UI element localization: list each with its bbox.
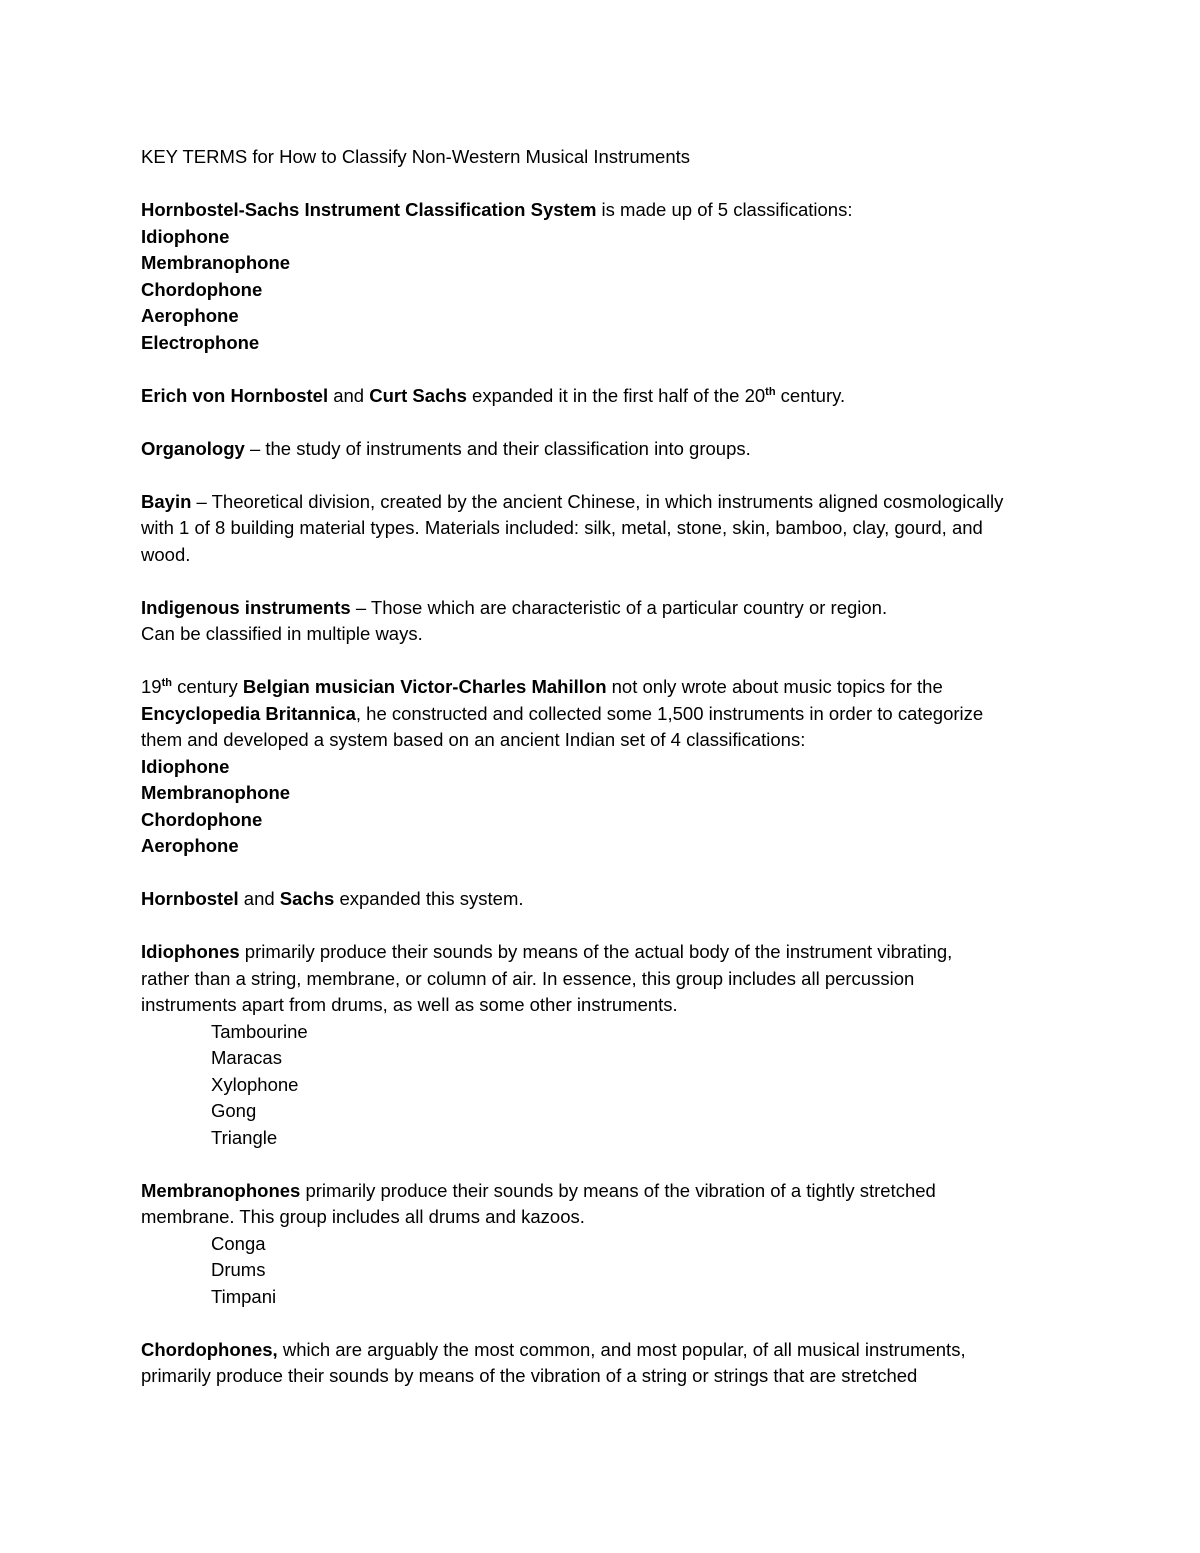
mahillon-line: them and developed a system based on an ancient Indian set of 4 classifications: bbox=[141, 729, 806, 750]
mahillon-item: Aerophone bbox=[141, 835, 239, 856]
membranophones-line: membrane. This group includes all drums and kazoos. bbox=[141, 1206, 585, 1227]
membranophone-example: Drums bbox=[211, 1259, 266, 1280]
idiophone-example: Gong bbox=[211, 1100, 257, 1121]
mahillon-item: Chordophone bbox=[141, 808, 263, 830]
idiophone-example: Tambourine bbox=[211, 1020, 308, 1042]
idiophones-paragraph: Idiophones primarily produce their sounds by means of the actual body of the instrument vibrating, bbox=[141, 941, 953, 962]
document-title: KEY TERMS for How to Classify Non-Western Musical Instruments bbox=[141, 146, 691, 167]
mahillon-item: Membranophone bbox=[141, 782, 291, 803]
membranophones-paragraph: Membranophones primarily produce their sounds by means of the vibration of a tightly stretched bbox=[141, 1179, 936, 1201]
organology-definition: Organology – the study of instruments and their classification into groups. bbox=[141, 437, 751, 459]
hs-item: Aerophone bbox=[141, 305, 239, 326]
chordophones-paragraph: Chordophones, which are arguably the most common, and most popular, of all musical instruments, bbox=[141, 1338, 966, 1360]
hs-intro: Hornbostel-Sachs Instrument Classification System is made up of 5 classifications: bbox=[141, 199, 853, 220]
hs-item: Idiophone bbox=[141, 225, 230, 247]
hs-item: Chordophone bbox=[141, 278, 263, 300]
mahillon-paragraph: 19th century Belgian musician Victor-Charles Mahillon not only wrote about music topics for the bbox=[141, 676, 943, 697]
idiophones-line: rather than a string, membrane, or column of air. In essence, this group includes all percussion bbox=[141, 967, 915, 989]
bayin-line: wood. bbox=[141, 543, 191, 565]
document-body bbox=[141, 144, 1071, 1390]
hs-expanded-sentence: Hornbostel and Sachs expanded this system. bbox=[141, 888, 524, 909]
idiophone-example: Xylophone bbox=[211, 1073, 299, 1095]
hs-item: Electrophone bbox=[141, 331, 260, 353]
hs-item: Membranophone bbox=[141, 252, 291, 273]
idiophone-example: Triangle bbox=[211, 1126, 278, 1148]
chordophones-line: primarily produce their sounds by means of the vibration of a string or strings that are stretched bbox=[141, 1365, 918, 1386]
indigenous-definition: Indigenous instruments – Those which are characteristic of a particular country or region. bbox=[141, 596, 888, 618]
mahillon-item: Idiophone bbox=[141, 755, 230, 777]
membranophone-example: Conga bbox=[211, 1232, 266, 1254]
mahillon-line: Encyclopedia Britannica, he constructed and collected some 1,500 instruments in order to categorize bbox=[141, 702, 984, 724]
membranophone-example: Timpani bbox=[211, 1285, 277, 1307]
bayin-definition: Bayin – Theoretical division, created by the ancient Chinese, in which instruments aligned cosmologically bbox=[141, 490, 1004, 512]
idiophone-example: Maracas bbox=[211, 1047, 282, 1068]
indigenous-line: Can be classified in multiple ways. bbox=[141, 623, 423, 644]
expanded-sentence: Erich von Hornbostel and Curt Sachs expanded it in the first half of the 20th century. bbox=[141, 384, 846, 406]
bayin-line: with 1 of 8 building material types. Materials included: silk, metal, stone, skin, bamboo, clay, gourd, and bbox=[141, 517, 983, 538]
hs-term: Hornbostel-Sachs Instrument Classification System bbox=[141, 199, 597, 220]
idiophones-line: instruments apart from drums, as well as some other instruments. bbox=[141, 994, 678, 1015]
